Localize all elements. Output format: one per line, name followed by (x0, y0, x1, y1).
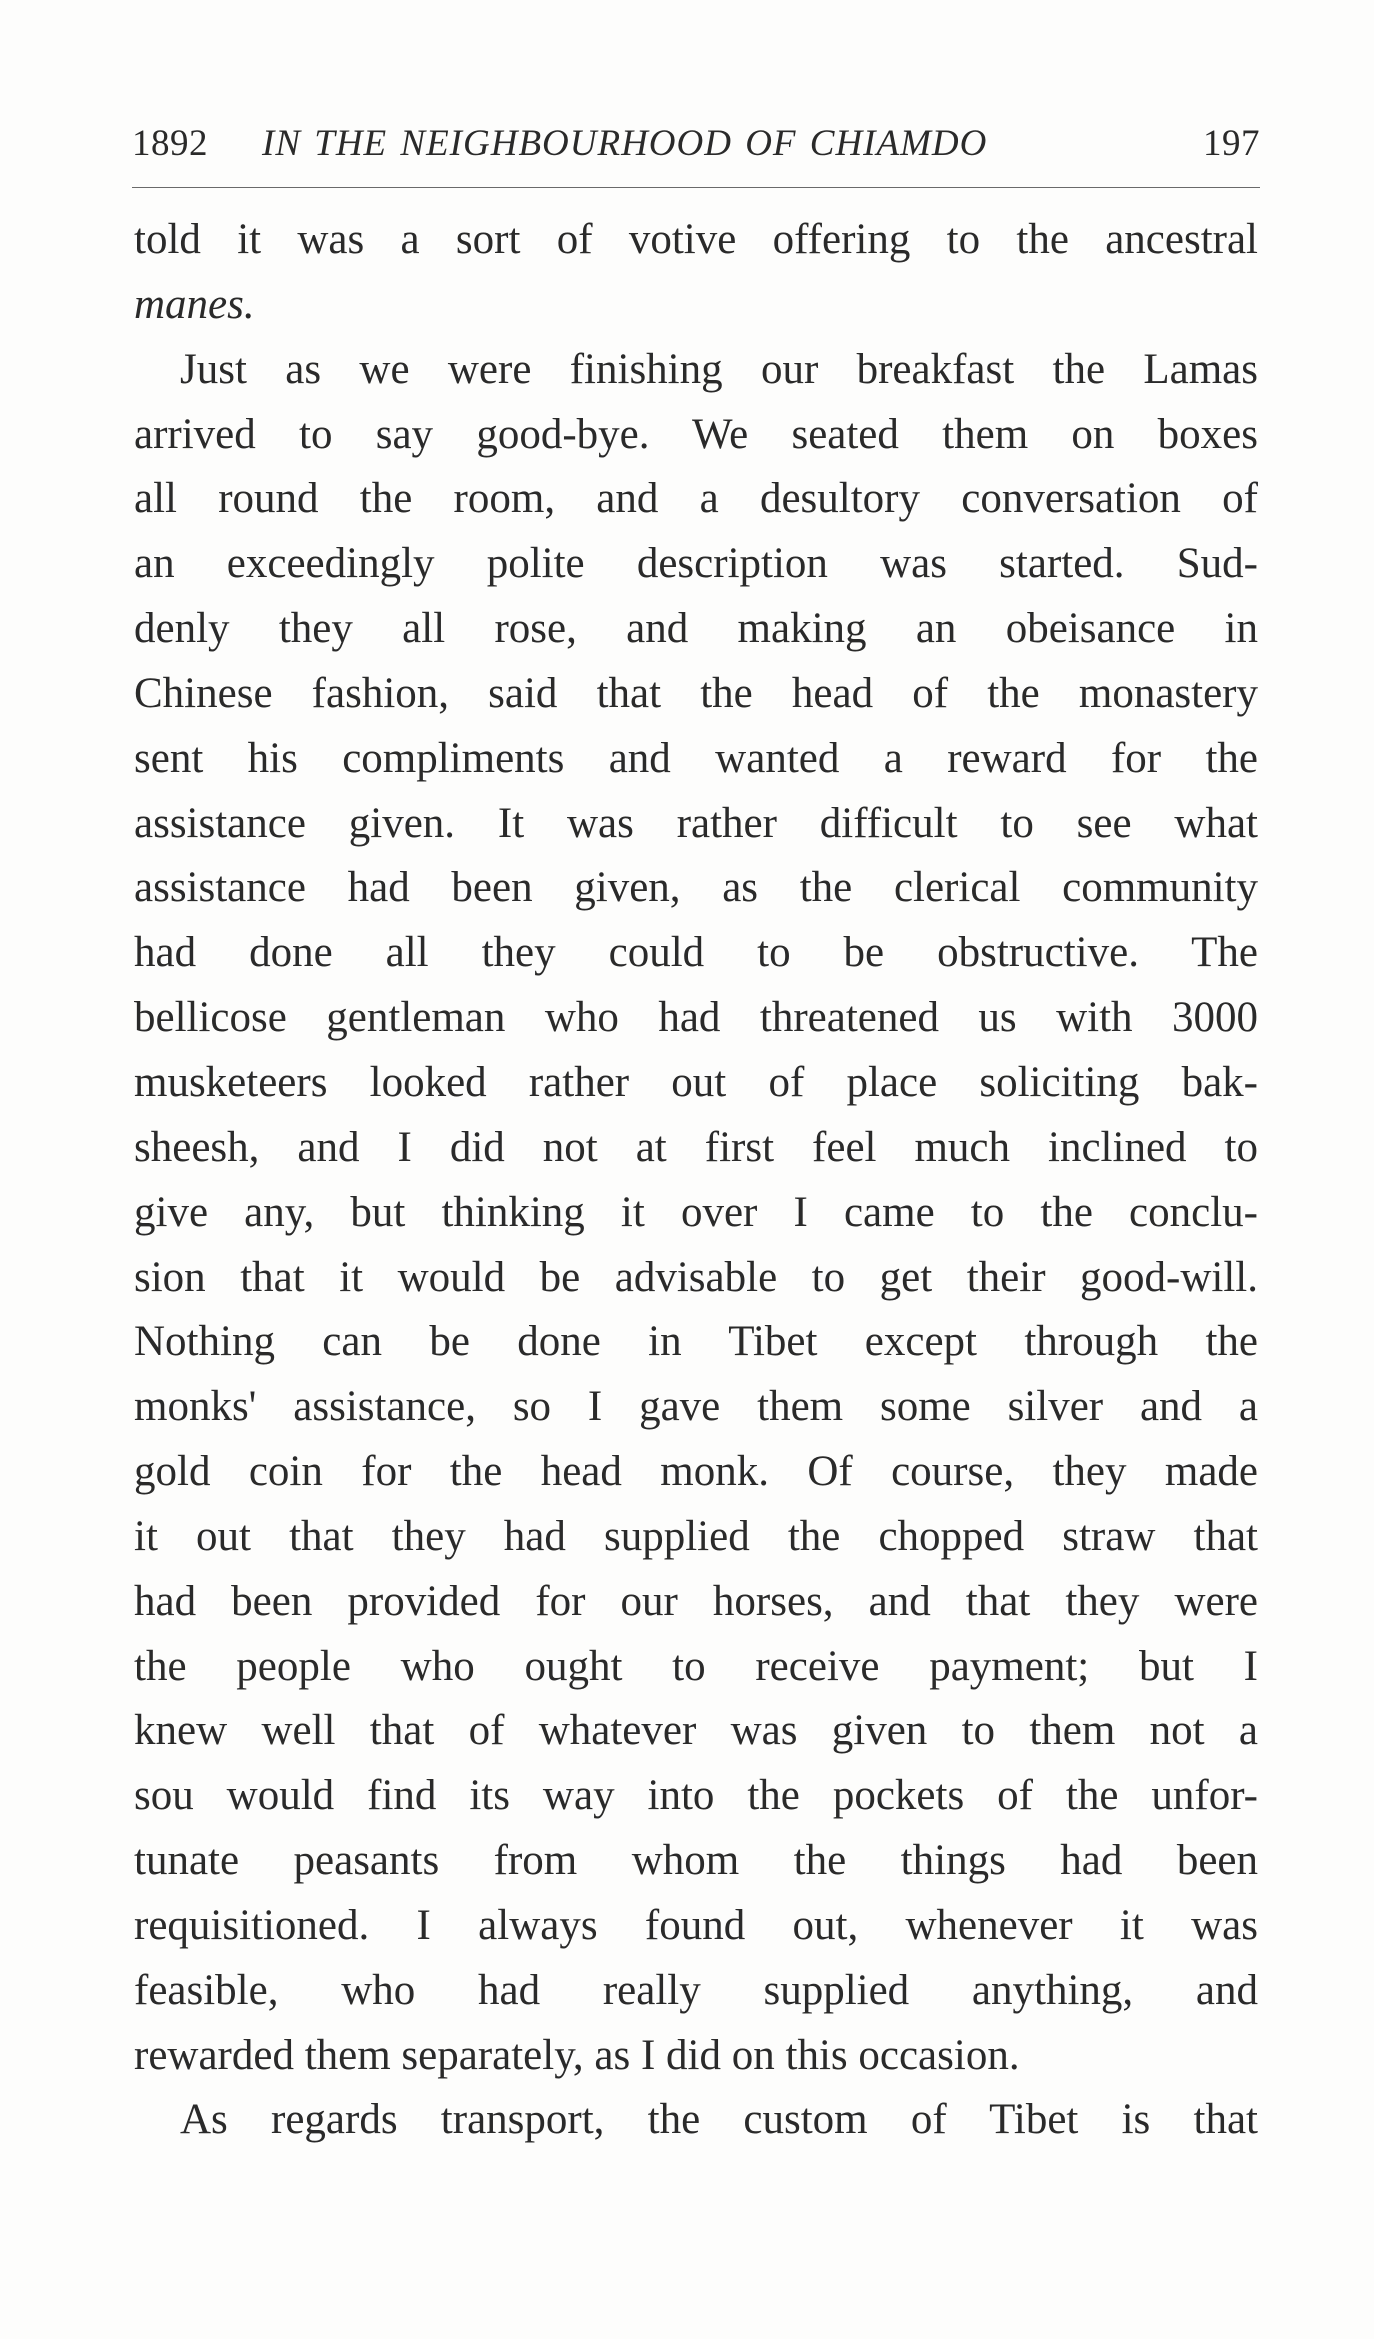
text-line: give any, but thinking it over I came to the conclu- (134, 1188, 1258, 1236)
body-text (134, 208, 1258, 2153)
text-line: Nothing can be done in Tibet except through the (134, 1318, 1258, 1366)
text-line: arrived to say good-bye. We seated them on boxes (134, 410, 1258, 458)
text-line: sheesh, and I did not at first feel much inclined to (134, 1123, 1258, 1171)
text-line: assistance given. It was rather difficult to see what (134, 799, 1258, 847)
text-line: sou would find its way into the pockets of the unfor- (134, 1772, 1258, 1820)
text-line: the people who ought to receive payment; but I (134, 1642, 1258, 1690)
text-line: all round the room, and a desultory conversation of (134, 475, 1258, 523)
text-line: requisitioned. I always found out, whenever it was (134, 1901, 1258, 1949)
italic-word: manes. (134, 280, 255, 328)
text-line: told it was a sort of votive offering to the ancestral (134, 216, 1258, 263)
text-line: bellicose gentleman who had threatened us with 3000 (134, 994, 1258, 1042)
text-line: As regards transport, the custom of Tibet is that (180, 2096, 1258, 2144)
text-line: monks' assistance, so I gave them some silver and a (134, 1383, 1258, 1431)
text-line: musketeers looked rather out of place soliciting bak- (134, 1058, 1258, 1106)
running-head (132, 122, 1260, 172)
text-line: rewarded them separately, as I did on this occasion. (134, 2031, 1020, 2079)
text-line: gold coin for the head monk. Of course, they made (134, 1448, 1258, 1496)
header-rule (132, 187, 1260, 188)
header-year: 1892 (132, 123, 208, 164)
text-line: sion that it would be advisable to get their good-will. (134, 1253, 1258, 1301)
header-title: IN THE NEIGHBOURHOOD OF CHIAMDO (262, 123, 988, 164)
text-line: Just as we were finishing our breakfast the Lamas (180, 345, 1258, 393)
text-line: had done all they could to be obstructive. The (134, 929, 1258, 977)
text-line: had been provided for our horses, and that they were (134, 1577, 1258, 1625)
text-line: an exceedingly polite description was started. Sud- (134, 540, 1258, 588)
text-line (134, 273, 1258, 338)
text-line: denly they all rose, and making an obeisance in (134, 605, 1258, 653)
page-number: 197 (1203, 123, 1260, 164)
text-line: sent his compliments and wanted a reward for the (134, 734, 1258, 782)
text-line: it out that they had supplied the chopped straw that (134, 1512, 1258, 1560)
text-line: tunate peasants from whom the things had been (134, 1837, 1258, 1885)
text-line: knew well that of whatever was given to them not a (134, 1707, 1258, 1755)
text-line: assistance had been given, as the clerical community (134, 864, 1258, 912)
text-line: Chinese fashion, said that the head of the monastery (134, 669, 1258, 717)
text-line: feasible, who had really supplied anything, and (134, 1966, 1258, 2014)
